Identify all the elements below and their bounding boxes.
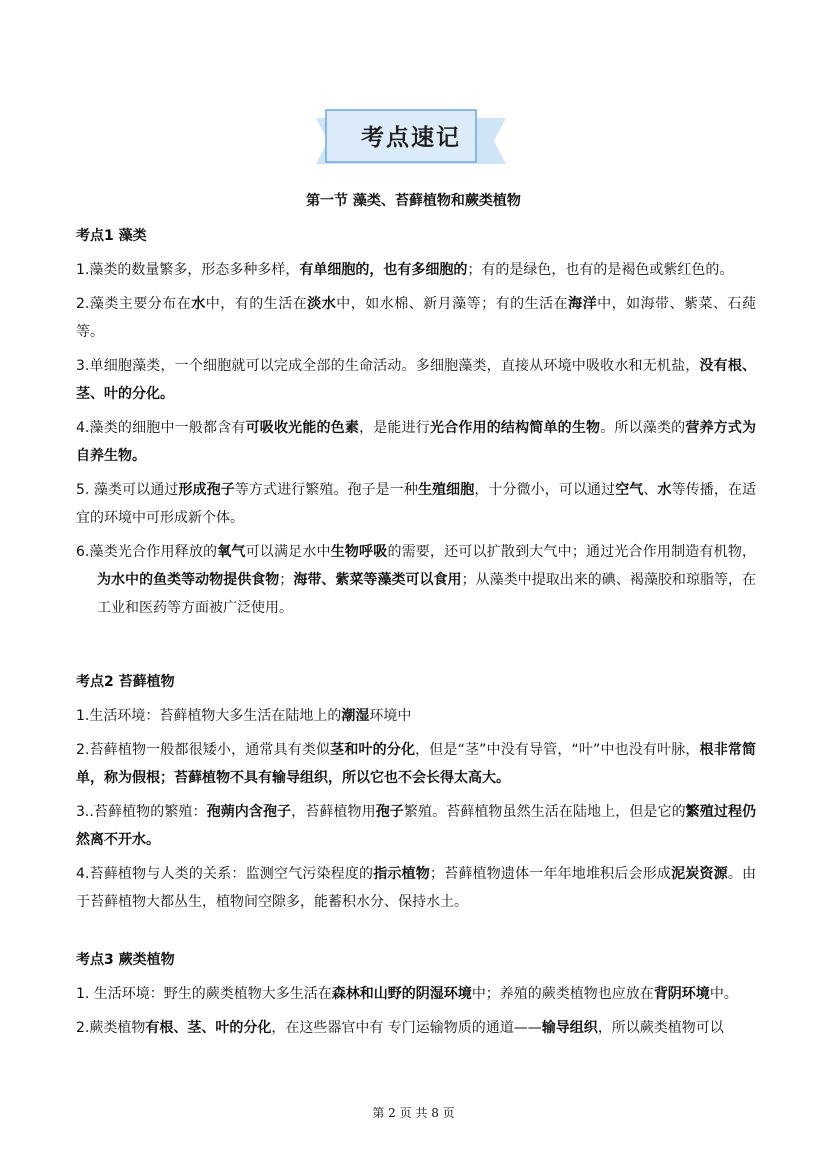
topic-2-point-1: 1.生活环境：苔藓植物大多生活在陆地上的潮湿环境中 — [76, 708, 412, 724]
topic-2-point-4: 4.苔藓植物与人类的关系：监测空气污染程度的指示植物；苔藓植物遗体一年年地堆积后会形成泥炭资源。由于苔藓植物大都丛生，植物间空隙多，能蓄积水分、保持水土。 — [76, 866, 757, 910]
topic-2-point-2: 2.苔藓植物一般都很矮小，通常具有类似茎和叶的分化，但是“茎”中没有导管，“叶”中也没有叶脉，根非常简单，称为假根；苔藓植物不具有输导组织，所以它也不会长得太高大。 — [76, 742, 757, 786]
topic-1-heading: 考点1 藻类 — [76, 228, 147, 244]
topic-2-heading: 考点2 苔藓植物 — [76, 674, 175, 690]
topic-1-point-6: 6.藻类光合作用释放的氧气可以满足水中生物呼吸的需要，还可以扩散到大气中；通过光合作用制造有机物，为水中的鱼类等动物提供食物；海带、紫菜等藻类可以食用；从藻类中提取出来的碘、褐藻胶和琼脂等，在工业和医药等方面被广泛使用。 — [76, 544, 757, 616]
section-title: 第一节 藻类、苔藓植物和蕨类植物 — [306, 193, 521, 209]
topic-2-point-3: 3..苔藓植物的繁殖：孢蒴内含孢子，苔藓植物用孢子繁殖。苔藓植物虽然生活在陆地上，但是它的繁殖过程仍然离不开水。 — [76, 804, 757, 848]
banner-title: 考点速记 — [361, 125, 461, 151]
title-banner — [316, 108, 506, 168]
topic-1-point-5: 5. 藻类可以通过形成孢子等方式进行繁殖。孢子是一种生殖细胞，十分微小，可以通过空气、水等传播，在适宜的环境中可形成新个体。 — [76, 482, 757, 526]
topic-1-point-4: 4.藻类的细胞中一般都含有可吸收光能的色素，是能进行光合作用的结构简单的生物。所以藻类的营养方式为自养生物。 — [76, 420, 757, 464]
page-footer: 第 2 页 共 8 页 — [372, 1106, 455, 1120]
topic-1-point-2: 2.藻类主要分布在水中，有的生活在淡水中，如水棉、新月藻等；有的生活在海洋中，如海带、紫菜、石莼等。 — [76, 296, 757, 340]
topic-1-algae — [76, 222, 756, 622]
topic-3-heading: 考点3 蕨类植物 — [76, 952, 175, 968]
topic-3-point-2: 2.蕨类植物有根、茎、叶的分化，在这些器官中有 专门运输物质的通道——输导组织，所以蕨类植物可以 — [76, 1020, 724, 1036]
topic-3-ferns — [76, 946, 756, 1042]
topic-3-point-1: 1. 生活环境：野生的蕨类植物大多生活在森林和山野的阴湿环境中；养殖的蕨类植物也应放在背阴环境中。 — [76, 986, 738, 1002]
topic-1-point-3: 3.单细胞藻类，一个细胞就可以完成全部的生命活动。多细胞藻类，直接从环境中吸收水和无机盐，没有根、茎、叶的分化。 — [76, 358, 757, 402]
topic-2-mosses — [76, 668, 756, 916]
topic-1-point-1: 1.藻类的数量繁多，形态多种多样，有单细胞的，也有多细胞的；有的是绿色，也有的是褐色或紫红色的。 — [76, 262, 734, 278]
